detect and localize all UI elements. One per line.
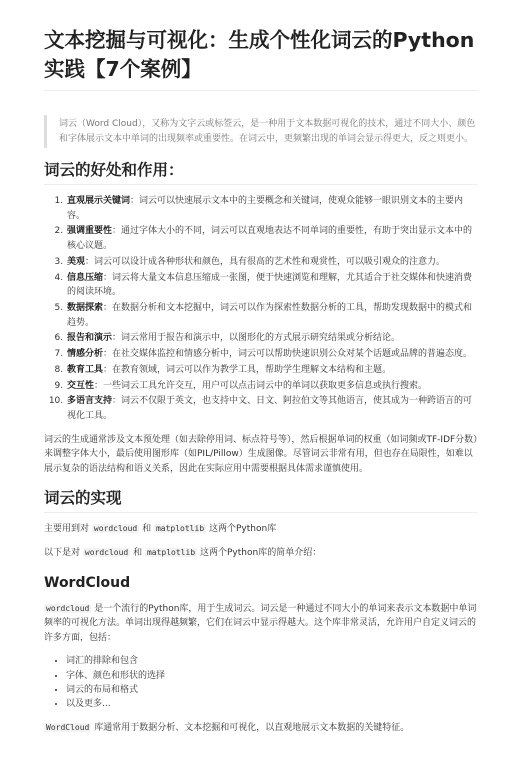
implementation-heading: 词云的实现 [44,488,478,513]
wordcloud-heading: WordCloud [44,574,131,591]
benefit-text: ：在教育领域，词云可以作为教学工具，帮助学生理解文本结构和主题。 [103,364,392,375]
benefit-text: ：词云可以设计成各种形状和颜色，具有很高的艺术性和观赏性，可以吸引观众的注意力。 [85,256,446,267]
benefit-term: 强调重要性 [67,226,113,237]
benefit-item [66,224,478,253]
benefit-term: 多语言支持 [67,396,113,407]
benefit-item [66,271,478,300]
benefit-term: 信息压缩 [67,272,104,283]
benefit-item [66,301,478,330]
benefits-heading: 词云的好处和作用： [44,160,478,185]
benefit-term: 交互性 [67,380,95,391]
benefit-text: ：一些词云工具允许交互，用户可以点击词云中的单词以获取更多信息或执行搜索。 [94,380,428,391]
benefit-text: ：在社交媒体监控和情感分析中，词云可以帮助快速识别公众对某个话题或品牌的普遍态度。 [103,349,473,360]
wordcloud-description: wordcloud 是一个流行的Python库，用于生成词云。词云是一种通过不同大小的单词来表示文本数据中单词频率的可视化方法。单词出现得越频繁，它们在词云中显示得越大。这个库非常灵活，允许用户自定义词云的许多方面，包括： [44,603,477,643]
benefit-term: 美观 [67,256,86,267]
page-title: 文本挖掘与可视化：生成个性化词云的Python实践【7个案例】 [44,26,478,91]
feature-item: • 以及更多... [66,697,478,711]
wordcloud-features-list [44,654,478,711]
inline-code-matplotlib: matplotlib [146,547,196,557]
benefit-text: ：通过字体大小的不同，词云可以直观地表达不同单词的重要性，有助于突出显示文本中的核心议题。 [67,226,473,251]
benefit-item [66,347,478,362]
benefit-item [66,394,478,423]
benefit-term: 数据探索 [67,302,104,313]
benefit-term: 报告和演示 [67,333,113,344]
inline-code-wordcloud: wordcloud [93,524,138,534]
benefit-text: ：在数据分析和文本挖掘中，词云可以作为探索性数据分析的工具，帮助发现数据中的模式和趋势。 [67,302,473,328]
inline-code-wordcloud: wordcloud [84,547,129,557]
benefit-text: ：词云可以快速展示文本中的主要概念和关键词，使观众能够一眼识别文本的主要内容。 [67,196,464,221]
benefit-item [66,194,478,223]
inline-code-wordcloud: wordcloud [46,603,90,613]
implementation-line-1: 主要用到对 wordcloud 和 matplotlib 这两个Python库 [44,524,277,535]
benefit-item [66,379,478,394]
feature-item: • 词汇的排除和包含 [66,654,478,668]
benefit-term: 直观展示关键词 [67,196,131,206]
intro-quote: 词云（Word Cloud），又称为文字云或标签云，是一种用于文本数据可视化的技术，通过不同大小、颜色和字体展示文本中单词的出现频率或重要性。在词云中，更频繁出现的单词会显示得更大，反之则更小。 [44,115,478,148]
benefit-item [66,331,478,346]
benefit-term: 教育工具 [67,364,104,375]
benefits-summary: 词云的生成通常涉及文本预处理（如去除停用词、标点符号等），然后根据单词的权重（如词频或TF-IDF分数）来调整字体大小，最后使用图形库（如PIL/Pillow）生成图像。尽管词云非常有用，但也存在局限性，如难以展示复杂的语法结构和语义关系，因此在实际应用中需要根据具体需求谨慎使用。 [44,434,478,474]
benefit-text: ：词云不仅限于英文，也支持中文、日文、阿拉伯文等其他语言，使其成为一种跨语言的可视化工具。 [67,396,473,421]
wordcloud-usage: WordCloud 库通常用于数据分析、文本挖掘和可视化，以直观地展示文本数据的关键特征。 [46,723,410,734]
benefit-text: ：词云常用于报告和演示中，以图形化的方式展示研究结果或分析结论。 [112,333,401,344]
benefit-term: 情感分析 [67,349,104,360]
inline-code-matplotlib: matplotlib [155,524,205,534]
feature-item: • 字体、颜色和形状的选择 [66,669,478,683]
benefit-text: ：词云将大量文本信息压缩成一张图，便于快速浏览和理解，尤其适合于社交媒体和快速消费的阅读环境。 [67,272,473,298]
benefits-list [44,194,478,424]
feature-item: • 词云的布局和格式 [66,683,478,697]
inline-code-wordcloud-class: WordCloud [46,723,90,733]
benefit-item [66,255,478,270]
benefit-item [66,363,478,378]
implementation-line-2: 以下是对 wordcloud 和 matplotlib 这两个Python库的简单介绍： [44,547,322,558]
